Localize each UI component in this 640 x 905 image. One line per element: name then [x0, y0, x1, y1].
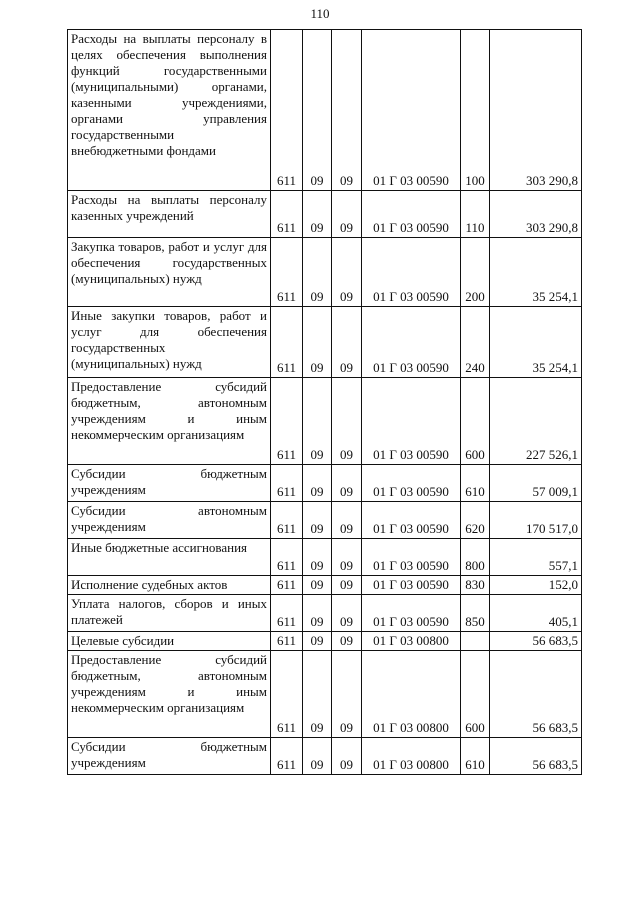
expense-name-cell: Субсидии бюджетным учреждениям: [68, 465, 271, 502]
amount-cell: 35 254,1: [490, 307, 582, 378]
section-code-cell: 09: [303, 238, 332, 307]
section-code-cell: 09: [303, 576, 332, 595]
target-article-cell: 01 Г 03 00590: [362, 238, 461, 307]
section-code-cell: 09: [303, 595, 332, 632]
section-code-cell: 09: [303, 465, 332, 502]
subsection-code-cell: 09: [332, 738, 362, 775]
expense-type-cell: 610: [461, 738, 490, 775]
amount-cell: 303 290,8: [490, 191, 582, 238]
table-row: [68, 238, 582, 307]
subsection-code-cell: 09: [332, 632, 362, 651]
ministry-code-cell: 611: [271, 378, 303, 465]
expense-type-cell: 110: [461, 191, 490, 238]
expense-name-cell: Закупка товаров, работ и услуг для обеспечения государственных (муниципальных) нужд: [68, 238, 271, 307]
table-row: [68, 502, 582, 539]
expense-name-cell: Расходы на выплаты персоналу казенных учреждений: [68, 191, 271, 238]
expense-name-cell: Субсидии автономным учреждениям: [68, 502, 271, 539]
expense-type-cell: 830: [461, 576, 490, 595]
target-article-cell: 01 Г 03 00800: [362, 738, 461, 775]
ministry-code-cell: 611: [271, 465, 303, 502]
subsection-code-cell: 09: [332, 595, 362, 632]
amount-cell: 557,1: [490, 539, 582, 576]
section-code-cell: 09: [303, 539, 332, 576]
target-article-cell: 01 Г 03 00590: [362, 539, 461, 576]
table-row: [68, 191, 582, 238]
ministry-code-cell: 611: [271, 651, 303, 738]
expense-type-cell: [461, 632, 490, 651]
page-number: 110: [310, 6, 330, 21]
target-article-cell: 01 Г 03 00590: [362, 595, 461, 632]
expense-name-cell: Иные бюджетные ассигнования: [68, 539, 271, 576]
table-row: [68, 595, 582, 632]
ministry-code-cell: 611: [271, 576, 303, 595]
subsection-code-cell: 09: [332, 465, 362, 502]
ministry-code-cell: 611: [271, 539, 303, 576]
budget-table: [67, 29, 582, 775]
expense-name-cell: Уплата налогов, сборов и иных платежей: [68, 595, 271, 632]
expense-name-cell: Предоставление субсидий бюджетным, автономным учреждениям и иным некоммерческим организациям: [68, 651, 271, 738]
amount-cell: 152,0: [490, 576, 582, 595]
target-article-cell: 01 Г 03 00590: [362, 378, 461, 465]
target-article-cell: 01 Г 03 00590: [362, 576, 461, 595]
target-article-cell: 01 Г 03 00590: [362, 30, 461, 191]
section-code-cell: 09: [303, 307, 332, 378]
table-row: [68, 651, 582, 738]
target-article-cell: 01 Г 03 00590: [362, 191, 461, 238]
subsection-code-cell: 09: [332, 30, 362, 191]
table-row: [68, 378, 582, 465]
section-code-cell: 09: [303, 632, 332, 651]
expense-type-cell: 620: [461, 502, 490, 539]
table-row: [68, 307, 582, 378]
target-article-cell: 01 Г 03 00800: [362, 632, 461, 651]
ministry-code-cell: 611: [271, 30, 303, 191]
ministry-code-cell: 611: [271, 502, 303, 539]
amount-cell: 170 517,0: [490, 502, 582, 539]
expense-name-cell: Предоставление субсидий бюджетным, автономным учреждениям и иным некоммерческим организациям: [68, 378, 271, 465]
amount-cell: 56 683,5: [490, 632, 582, 651]
subsection-code-cell: 09: [332, 576, 362, 595]
amount-cell: 56 683,5: [490, 651, 582, 738]
subsection-code-cell: 09: [332, 238, 362, 307]
table-row: [68, 539, 582, 576]
expense-type-cell: 800: [461, 539, 490, 576]
amount-cell: 227 526,1: [490, 378, 582, 465]
expense-type-cell: 200: [461, 238, 490, 307]
section-code-cell: 09: [303, 30, 332, 191]
section-code-cell: 09: [303, 191, 332, 238]
amount-cell: 35 254,1: [490, 238, 582, 307]
table-row: [68, 738, 582, 775]
subsection-code-cell: 09: [332, 502, 362, 539]
expense-name-cell: Субсидии бюджетным учреждениям: [68, 738, 271, 775]
table-row: [68, 30, 582, 191]
ministry-code-cell: 611: [271, 191, 303, 238]
amount-cell: 405,1: [490, 595, 582, 632]
expense-type-cell: 100: [461, 30, 490, 191]
subsection-code-cell: 09: [332, 191, 362, 238]
expense-type-cell: 240: [461, 307, 490, 378]
ministry-code-cell: 611: [271, 738, 303, 775]
section-code-cell: 09: [303, 378, 332, 465]
table-row: [68, 632, 582, 651]
ministry-code-cell: 611: [271, 307, 303, 378]
expense-name-cell: Иные закупки товаров, работ и услуг для обеспечения государственных (муниципальных) нужд: [68, 307, 271, 378]
target-article-cell: 01 Г 03 00800: [362, 651, 461, 738]
ministry-code-cell: 611: [271, 595, 303, 632]
ministry-code-cell: 611: [271, 632, 303, 651]
ministry-code-cell: 611: [271, 238, 303, 307]
expense-type-cell: 610: [461, 465, 490, 502]
subsection-code-cell: 09: [332, 307, 362, 378]
target-article-cell: 01 Г 03 00590: [362, 502, 461, 539]
amount-cell: 57 009,1: [490, 465, 582, 502]
expense-type-cell: 600: [461, 378, 490, 465]
expense-type-cell: 600: [461, 651, 490, 738]
target-article-cell: 01 Г 03 00590: [362, 465, 461, 502]
section-code-cell: 09: [303, 651, 332, 738]
target-article-cell: 01 Г 03 00590: [362, 307, 461, 378]
expense-name-cell: Целевые субсидии: [68, 632, 271, 651]
subsection-code-cell: 09: [332, 651, 362, 738]
table-row: [68, 465, 582, 502]
table-row: [68, 576, 582, 595]
amount-cell: 56 683,5: [490, 738, 582, 775]
subsection-code-cell: 09: [332, 539, 362, 576]
expense-name-cell: Расходы на выплаты персоналу в целях обеспечения выполнения функций государственными (муниципальными) органами, казенными учреждениями, органами управления государственными внебюджетными фондами: [68, 30, 271, 191]
section-code-cell: 09: [303, 738, 332, 775]
expense-name-cell: Исполнение судебных актов: [68, 576, 271, 595]
section-code-cell: 09: [303, 502, 332, 539]
expense-type-cell: 850: [461, 595, 490, 632]
amount-cell: 303 290,8: [490, 30, 582, 191]
subsection-code-cell: 09: [332, 378, 362, 465]
